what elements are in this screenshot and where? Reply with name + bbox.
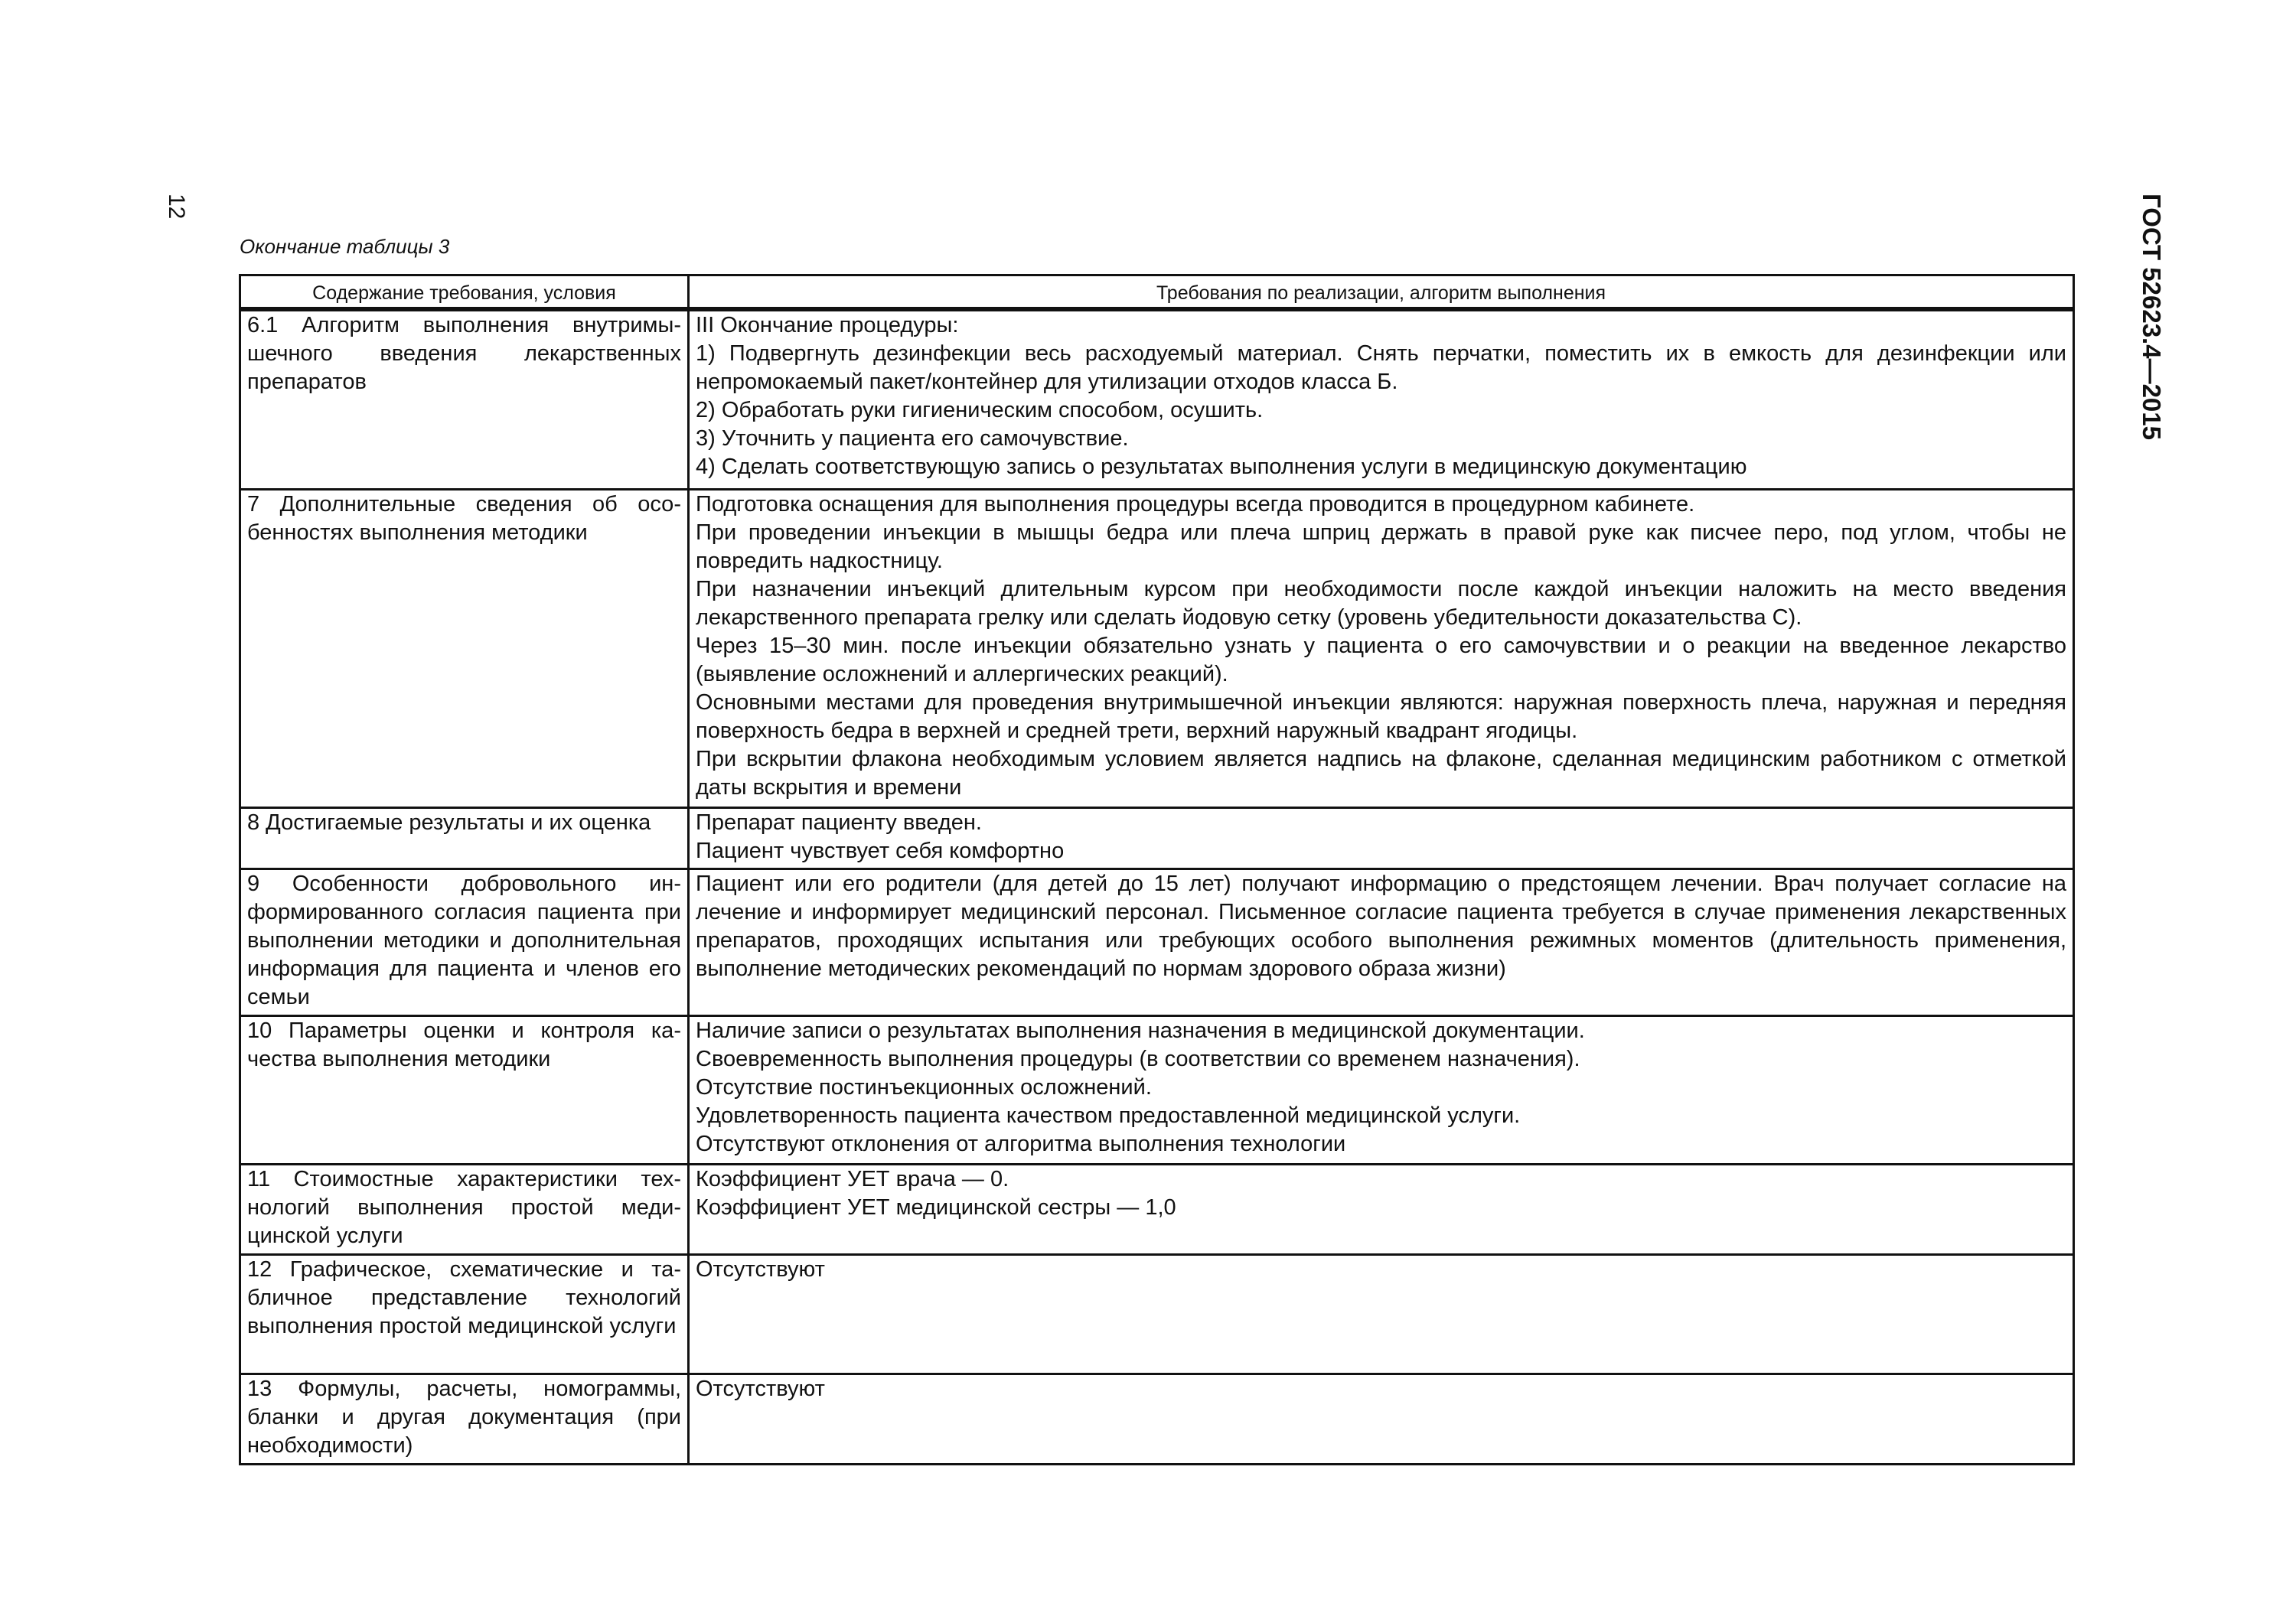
row-condition: 9 Особенности добровольного информированного согласия пациента при выполнении методики и дополнительная информация для пациента и членов его семьи — [240, 869, 689, 1015]
row-requirements — [689, 1015, 2074, 1164]
row-condition: 6.1 Алгоритм выполнения внутримышечного введения лекарственных препаратов — [240, 309, 689, 489]
table-row — [240, 1374, 2074, 1464]
requirement-line: 2) Обработать руки гигиеническим способом, осушить. — [696, 398, 1264, 422]
row-requirements — [689, 489, 2074, 807]
row-requirements — [689, 1164, 2074, 1254]
requirement-line: При вскрытии флакона необходимым условием является надпись на флаконе, сделанная медицинским работником с отметкой даты вскрытия и времени — [696, 746, 2066, 800]
column-header-requirements: Требования по реализации, алгоритм выполнения — [689, 275, 2074, 310]
requirement-line: Основными местами для проведения внутримышечной инъекции являются: наружная поверхность плеча, наружная и передняя поверхность бедра в верхней и средней трети, верхний наружный квадрант ягодицы. — [696, 689, 2066, 743]
row-condition: 13 Формулы, расчеты, номограммы, бланки и другая документация (при необходимости) — [240, 1374, 689, 1464]
row-requirements — [689, 1254, 2074, 1374]
requirement-line: 3) Уточнить у пациента его самочувствие. — [696, 426, 1129, 451]
row-condition: 10 Параметры оценки и контроля качества выполнения методики — [240, 1015, 689, 1164]
table-body — [240, 309, 2074, 1464]
requirement-line: Отсутствуют отклонения от алгоритма выполнения технологии — [696, 1131, 1346, 1156]
requirement-line: При проведении инъекции в мышцы бедра или плеча шприц держать в правой руке как писчее перо, под углом, чтобы не повредить надкостницу. — [696, 520, 2066, 573]
requirement-line: Препарат пациенту введен. — [696, 810, 982, 835]
requirement-line: Пациент или его родители (для детей до 15 лет) получают информацию о предстоящем лечении. Врач получает согласие на лечение и информирует медицинский персонал. Письменное согласие пациента требуется в случае применения лекарственных препаратов, проходящих испытания или требующих особого выполнения режимных моментов (длительность применения, выполнение методических рекомендаций по нормам здорового образа жизни) — [696, 871, 2066, 981]
column-header-condition: Содержание требования, условия — [240, 275, 689, 310]
requirement-line: Наличие записи о результатах выполнения назначения в медицинской документации. — [696, 1018, 1585, 1043]
page-number: 12 — [164, 194, 189, 220]
requirement-line: Коэффициент УЕТ врача — 0. — [696, 1166, 1009, 1191]
table-row — [240, 869, 2074, 1015]
row-condition: 7 Дополнительные сведения об особенностях выполнения методики — [240, 489, 689, 807]
requirement-line: Отсутствие постинъекционных осложнений. — [696, 1074, 1152, 1100]
requirement-line: Отсутствуют — [696, 1376, 825, 1401]
table-header-row — [240, 275, 2074, 310]
row-condition: 11 Стоимостные характеристики технологий выполнения простой медицинской услуги — [240, 1164, 689, 1254]
table-caption: Окончание таблицы 3 — [240, 235, 450, 258]
table-row — [240, 1015, 2074, 1164]
requirement-line: Отсутствуют — [696, 1256, 825, 1282]
requirement-line: Пациент чувствует себя комфортно — [696, 838, 1065, 863]
table-row — [240, 1254, 2074, 1374]
table-row — [240, 1164, 2074, 1254]
row-condition: 8 Достигаемые результаты и их оценка — [240, 807, 689, 869]
standard-code: ГОСТ 52623.4—2015 — [2138, 194, 2166, 440]
row-requirements — [689, 869, 2074, 1015]
table-row — [240, 489, 2074, 807]
requirement-line: Удовлетворенность пациента качеством предоставленной медицинской услуги. — [696, 1103, 1521, 1128]
row-requirements — [689, 807, 2074, 869]
row-requirements — [689, 1374, 2074, 1464]
requirement-line: Через 15–30 мин. после инъекции обязательно узнать у пациента о его самочувствии и о реакции на введенное лекарство (выявление осложнений и аллергических реакций). — [696, 633, 2066, 686]
requirement-line: 4) Сделать соответствующую запись о результатах выполнения услуги в медицинскую документацию — [696, 455, 1747, 479]
requirements-table — [239, 274, 2075, 1465]
table-row — [240, 309, 2074, 489]
row-requirements — [689, 309, 2074, 489]
table-row — [240, 807, 2074, 869]
requirement-line: Коэффициент УЕТ медицинской сестры — 1,0 — [696, 1194, 1176, 1220]
requirement-line: Своевременность выполнения процедуры (в соответствии со временем назначения). — [696, 1046, 1580, 1071]
requirement-line: Подготовка оснащения для выполнения процедуры всегда проводится в процедурном кабинете. — [696, 491, 1695, 517]
requirement-line: При назначении инъекций длительным курсом при необходимости после каждой инъекции наложить на место введения лекарственного препарата грелку или сделать йодовую сетку (уровень убедительности доказательства С). — [696, 576, 2066, 630]
requirement-line: 1) Подвергнуть дезинфекции весь расходуемый материал. Снять перчатки, поместить их в емкость для дезинфекции или непромокаемый пакет/контейнер для утилизации отходов класса Б. — [696, 341, 2066, 394]
row-condition: 12 Графическое, схематические и табличное представление технологий выполнения простой медицинской услуги — [240, 1254, 689, 1374]
requirement-line: III Окончание процедуры: — [696, 313, 959, 337]
